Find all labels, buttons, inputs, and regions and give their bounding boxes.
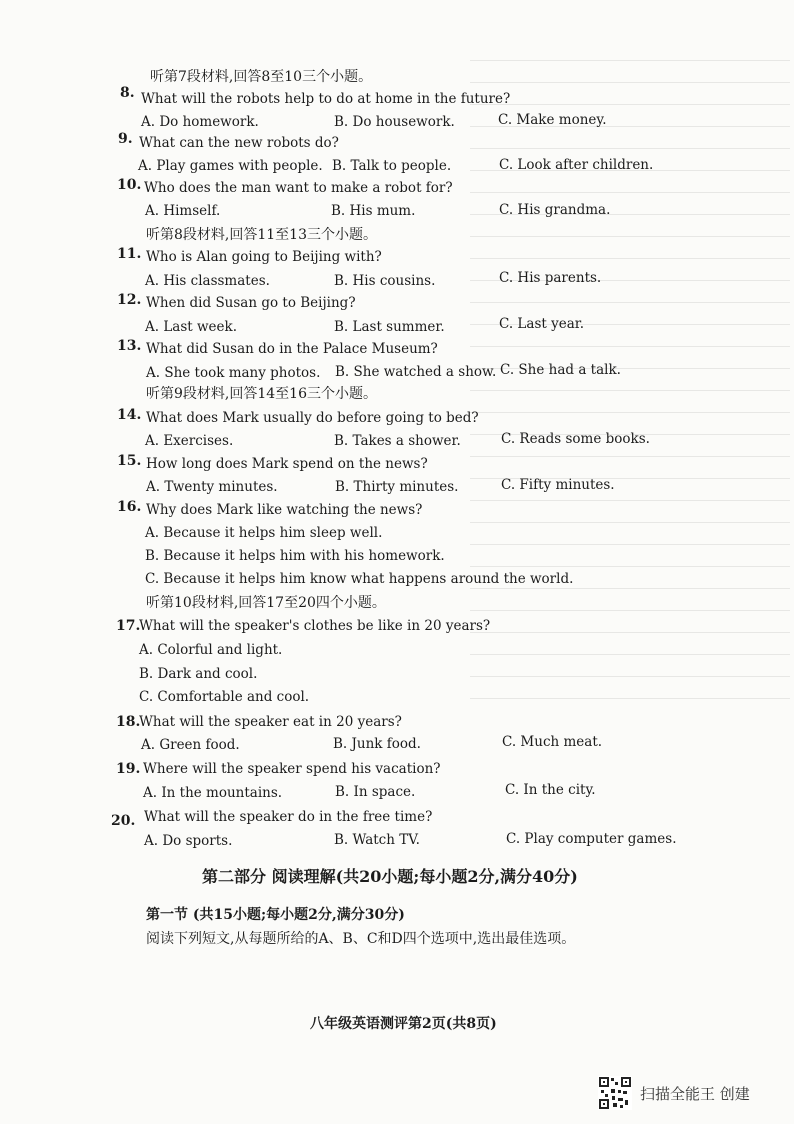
- question-number: 14.: [117, 407, 142, 423]
- question-number: 10.: [117, 177, 142, 193]
- question-number: 18.: [116, 714, 141, 730]
- question-text: Who is Alan going to Beijing with?: [146, 249, 382, 265]
- option-b: B. Dark and cool.: [139, 666, 258, 682]
- option-b: B. Junk food.: [333, 736, 421, 752]
- reading-instruction: 阅读下列短文,从每题所给的A、B、C和D四个选项中,选出最佳选项。: [146, 931, 576, 947]
- question-text: Where will the speaker spend his vacation?: [143, 761, 441, 777]
- question-number: 8.: [120, 85, 135, 101]
- option-b: B. Do housework.: [334, 114, 455, 130]
- option-c: C. Because it helps him know what happens around the world.: [145, 571, 574, 587]
- option-b: B. In space.: [335, 784, 416, 800]
- question-number: 11.: [117, 246, 142, 262]
- option-c: C. Comfortable and cool.: [139, 689, 310, 705]
- option-b: B. His mum.: [331, 203, 416, 219]
- question-text: What can the new robots do?: [139, 135, 339, 151]
- option-a: A. Do sports.: [144, 833, 233, 849]
- question-text: Why does Mark like watching the news?: [146, 502, 423, 518]
- option-c: C. Play computer games.: [506, 831, 677, 847]
- question-text: When did Susan go to Beijing?: [146, 295, 356, 311]
- page-footer: 八年级英语测评第2页(共8页): [310, 1016, 497, 1032]
- option-b: B. Takes a shower.: [334, 433, 461, 449]
- question-text: What will the speaker's clothes be like in 20 years?: [139, 618, 491, 634]
- question-number: 15.: [117, 453, 142, 469]
- question-text: What will the speaker eat in 20 years?: [139, 714, 402, 730]
- option-c: C. Much meat.: [502, 734, 603, 750]
- option-c: C. Look after children.: [499, 157, 654, 173]
- section-instruction: 听第7段材料,回答8至10三个小题。: [150, 69, 373, 85]
- option-b: B. She watched a show.: [335, 364, 497, 380]
- option-a: A. Colorful and light.: [139, 642, 283, 658]
- question-number: 20.: [111, 813, 136, 829]
- question-number: 13.: [117, 338, 142, 354]
- option-c: C. She had a talk.: [500, 362, 621, 378]
- option-b: B. His cousins.: [334, 273, 436, 289]
- option-a: A. She took many photos.: [146, 365, 321, 381]
- question-number: 12.: [117, 292, 142, 308]
- option-b: B. Last summer.: [334, 319, 445, 335]
- option-c: C. In the city.: [505, 782, 596, 798]
- question-text: What did Susan do in the Palace Museum?: [146, 341, 438, 357]
- question-number: 17.: [116, 618, 141, 634]
- option-a: A. Play games with people.: [138, 158, 323, 174]
- section-instruction: 听第10段材料,回答17至20四个小题。: [146, 595, 386, 611]
- option-b: B. Thirty minutes.: [335, 479, 459, 495]
- option-a: A. His classmates.: [145, 273, 270, 289]
- option-a: A. In the mountains.: [143, 785, 283, 801]
- section-one-title: 第一节 (共15小题;每小题2分,满分30分): [146, 907, 405, 923]
- option-c: C. His grandma.: [499, 202, 611, 218]
- question-number: 16.: [117, 499, 142, 515]
- option-a: A. Because it helps him sleep well.: [145, 525, 383, 541]
- question-number: 9.: [118, 131, 133, 147]
- option-c: C. Reads some books.: [501, 431, 650, 447]
- option-a: A. Green food.: [141, 737, 240, 753]
- question-text: What will the robots help to do at home in the future?: [141, 91, 511, 107]
- option-b: B. Because it helps him with his homework.: [145, 548, 445, 564]
- question-number: 19.: [116, 761, 141, 777]
- option-a: A. Twenty minutes.: [146, 479, 278, 495]
- option-a: A. Last week.: [145, 319, 237, 335]
- option-a: A. Do homework.: [141, 114, 259, 130]
- option-c: C. His parents.: [499, 270, 602, 286]
- option-c: C. Fifty minutes.: [501, 477, 615, 493]
- option-c: C. Last year.: [499, 316, 585, 332]
- scanner-watermark: 扫描全能王 创建: [640, 1085, 750, 1103]
- question-text: What will the speaker do in the free time?: [144, 809, 433, 825]
- qr-code-icon: [598, 1076, 632, 1110]
- section-instruction: 听第9段材料,回答14至16三个小题。: [146, 386, 377, 402]
- option-b: B. Watch TV.: [334, 832, 420, 848]
- section-instruction: 听第8段材料,回答11至13三个小题。: [146, 227, 377, 243]
- question-text: How long does Mark spend on the news?: [146, 456, 428, 472]
- question-text: Who does the man want to make a robot for?: [144, 180, 453, 196]
- option-b: B. Talk to people.: [332, 158, 452, 174]
- option-a: A. Himself.: [145, 203, 221, 219]
- question-text: What does Mark usually do before going to bed?: [146, 410, 479, 426]
- option-a: A. Exercises.: [145, 433, 234, 449]
- part-two-title: 第二部分 阅读理解(共20小题;每小题2分,满分40分): [202, 867, 578, 886]
- option-c: C. Make money.: [498, 112, 607, 128]
